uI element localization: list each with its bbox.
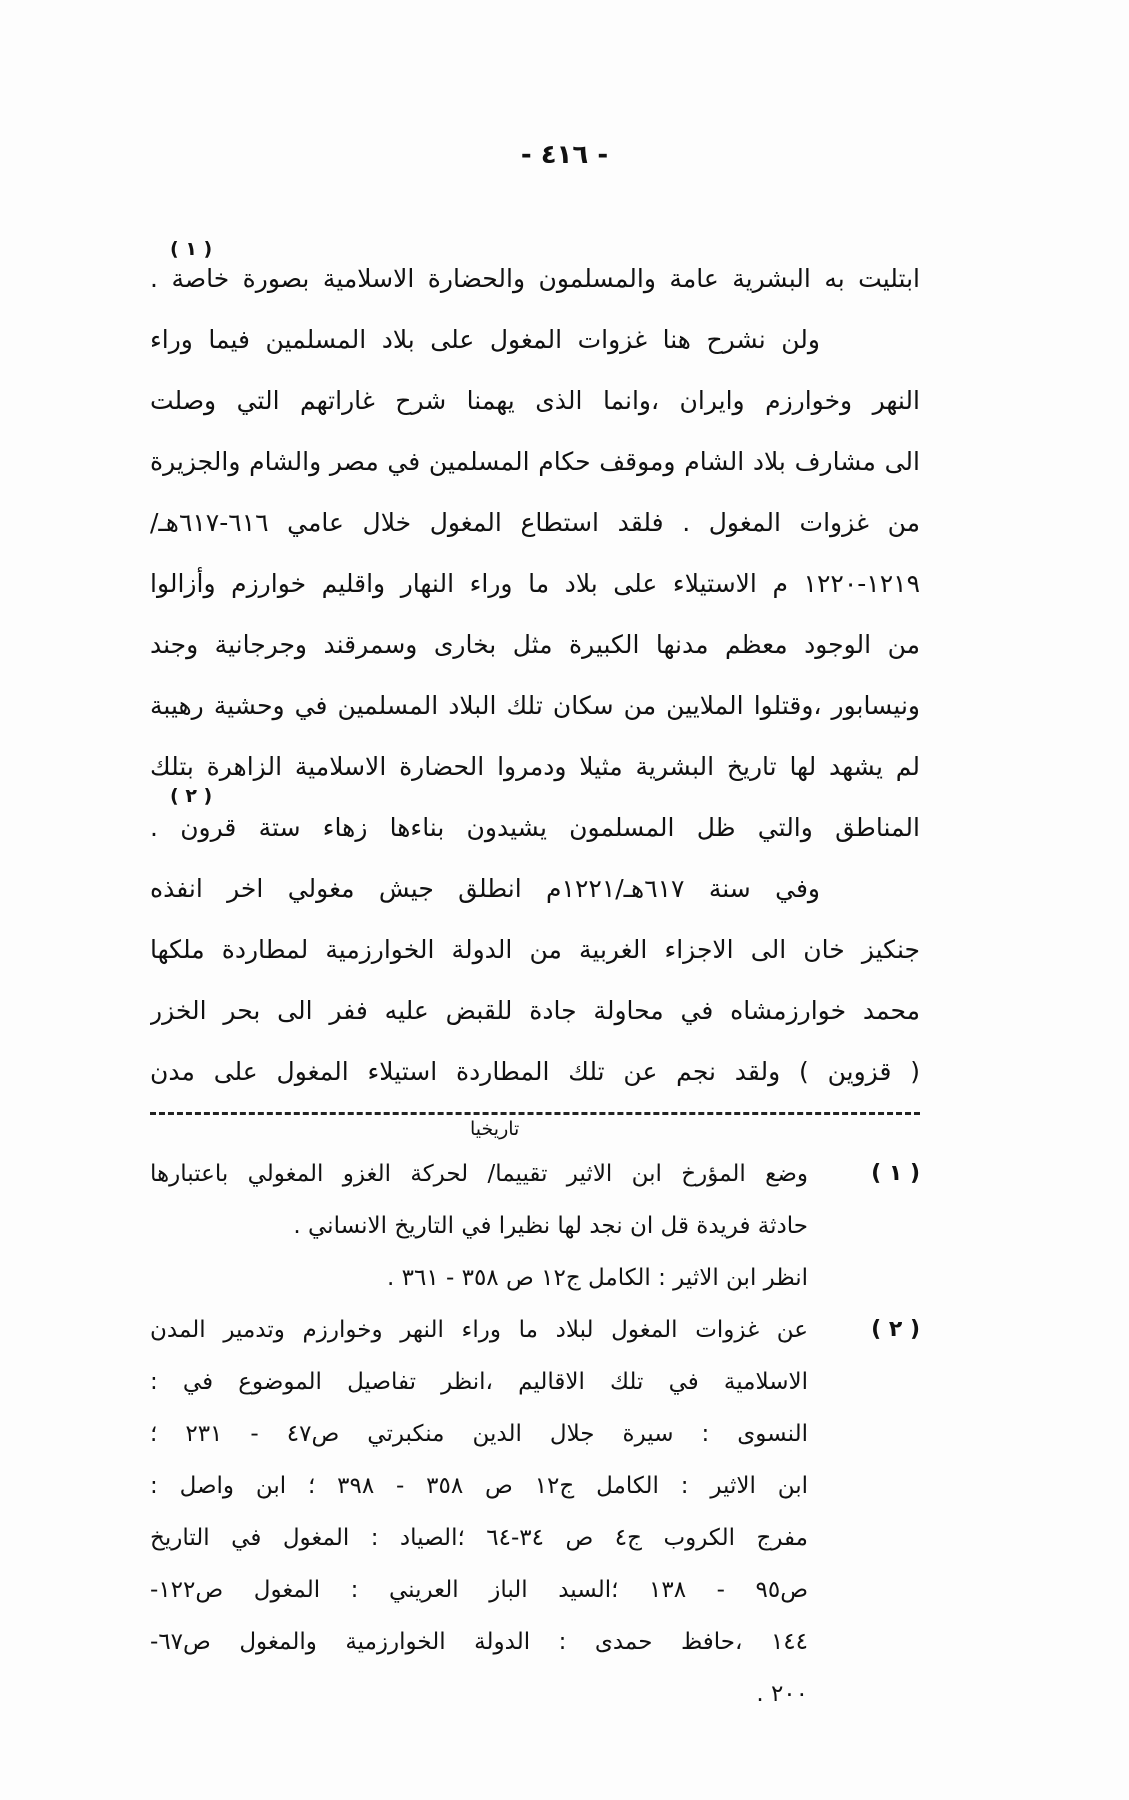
footnote-line: ١٤٤ ،حافظ حمدى : الدولة الخوارزمية والمغول ص٦٧- <box>150 1629 808 1655</box>
footnote-number: ( ١ ) <box>871 1161 920 1186</box>
footnote-line: حادثة فريدة قل ان نجد لها نظيرا في التاريخ الانساني . <box>293 1213 808 1239</box>
footnote-reference-1: ( ١ ) <box>170 238 213 260</box>
body-line: ابتليت به البشرية عامة والمسلمون والحضارة الاسلامية بصورة خاصة . <box>150 264 920 293</box>
footnote-line: وضع المؤرخ ابن الاثير تقييما/ لحركة الغزو المغولي باعتبارها <box>150 1161 808 1187</box>
footnote-line: النسوى : سيرة جلال الدين منكبرتي ص٤٧ - ٢٣١ ؛ <box>150 1421 808 1447</box>
footnote-line: الاسلامية في تلك الاقاليم ،انظر تفاصيل الموضوع في : <box>150 1369 808 1395</box>
body-line: من الوجود معظم مدنها الكبيرة مثل بخارى وسمرقند وجرجانية وجند <box>150 630 920 659</box>
footnote-number: ( ٢ ) <box>871 1317 920 1342</box>
body-line: ( قزوين ) ولقد نجم عن تلك المطاردة استيلاء المغول على مدن <box>150 1057 920 1086</box>
body-line: ١٢١٩-١٢٢٠ م الاستيلاء على بلاد ما وراء النهار واقليم خوارزم وأزالوا <box>150 569 920 598</box>
body-line: الى مشارف بلاد الشام وموقف حكام المسلمين في مصر والشام والجزيرة <box>150 447 920 476</box>
footnote-line: ٢٠٠ . <box>756 1681 808 1707</box>
main-text-block <box>150 248 920 1102</box>
footnote-line: عن غزوات المغول لبلاد ما وراء النهر وخوارزم وتدمير المدن <box>150 1317 808 1343</box>
footnote-separator <box>150 1112 920 1115</box>
footnote-reference-2: ( ٢ ) <box>170 785 213 807</box>
footnote-2 <box>150 1304 920 1720</box>
footnote-line: مفرج الكروب ج٤ ص ٣٤-٦٤ ؛الصياد : المغول في التاريخ <box>150 1525 808 1551</box>
footnote-1 <box>150 1148 920 1304</box>
footnotes-block <box>150 1148 920 1720</box>
body-line: ونيسابور ،وقتلوا الملايين من سكان تلك البلاد المسلمين في وحشية رهيبة <box>150 691 920 720</box>
body-line: لم يشهد لها تاريخ البشرية مثيلا ودمروا الحضارة الاسلامية الزاهرة بتلك <box>150 752 920 781</box>
body-line: جنكيز خان الى الاجزاء الغربية من الدولة الخوارزمية لمطاردة ملكها <box>150 935 920 964</box>
body-line: وفي سنة ٦١٧هـ/١٢٢١م انطلق جيش مغولي اخر انفذه <box>150 874 820 903</box>
body-line: النهر وخوارزم وايران ،وانما الذى يهمنا شرح غاراتهم التي وصلت <box>150 386 920 415</box>
body-line: محمد خوارزمشاه في محاولة جادة للقبض عليه ففر الى بحر الخزر <box>150 996 920 1025</box>
page-number: - ٤١٦ - <box>520 140 609 170</box>
body-line: ولن نشرح هنا غزوات المغول على بلاد المسلمين فيما وراء <box>150 325 820 354</box>
footnote-line: انظر ابن الاثير : الكامل ج١٢ ص ٣٥٨ - ٣٦١ . <box>386 1265 808 1291</box>
handwritten-annotation: تاريخيا <box>470 1118 520 1140</box>
body-line: من غزوات المغول . فلقد استطاع المغول خلال عامي ٦١٦-٦١٧هـ/ <box>150 508 920 537</box>
body-line: المناطق والتي ظل المسلمون يشيدون بناءها زهاء ستة قرون . <box>150 813 920 842</box>
footnote-line: ص٩٥ - ١٣٨ ؛السيد الباز العريني : المغول ص١٢٢- <box>150 1577 808 1603</box>
footnote-line: ابن الاثير : الكامل ج١٢ ص ٣٥٨ - ٣٩٨ ؛ ابن واصل : <box>150 1473 808 1499</box>
